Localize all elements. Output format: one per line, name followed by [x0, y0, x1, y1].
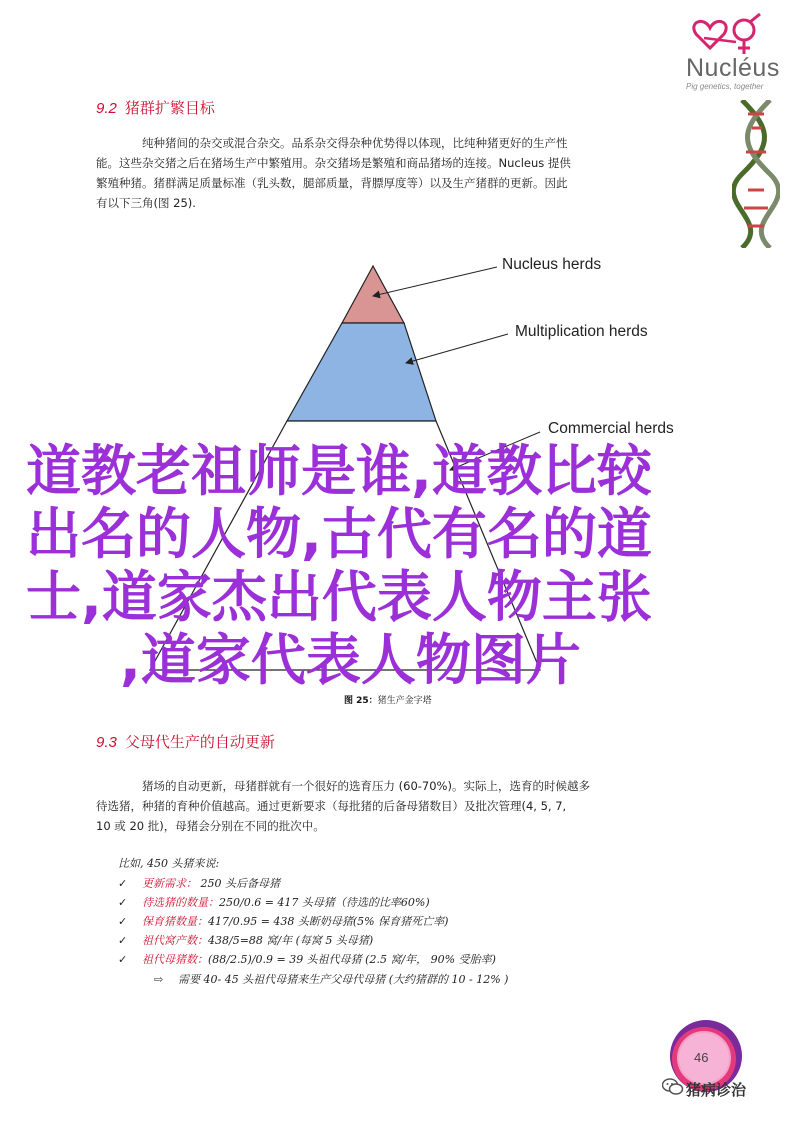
section-9-3-paragraph: [96, 776, 706, 836]
figure-number: 图 25：: [344, 696, 378, 706]
overlay-title-line-3: 士,道家杰出代表人物主张: [26, 565, 652, 629]
example-item: [118, 913, 448, 929]
paragraph-line: 待选猪，种猪的育种价值越高。通过更新要求（每批猪的后备母猪数目）及批次管理(4, 5, 7,: [96, 799, 567, 813]
watermark-text: 猪病诊治: [686, 1081, 747, 1099]
example-conclusion-text: 需要 40- 45 头祖代母猪来生产父母代母猪 (大约猪群的 10 - 12% ): [178, 973, 509, 986]
paragraph-line: 纯种猪间的杂交或混合杂交。品系杂交得杂种优势得以体现，比纯种猪更好的生产性: [142, 136, 568, 150]
label-commercial-herds: Commercial herds: [548, 420, 674, 437]
pyramid-nucleus-tier: [342, 266, 404, 323]
section-9-3-number: 9.3: [96, 734, 117, 751]
figure-caption-text: 猪生产金字塔: [377, 696, 432, 706]
example-item: [118, 894, 430, 910]
example-item: [118, 875, 280, 891]
example-item-value: (88/2.5)/0.9 = 39 头祖代母猪 (2.5 窝/年， 90% 受胎率): [208, 953, 496, 966]
section-9-2-number: 9.2: [96, 100, 117, 117]
example-item: [118, 932, 373, 948]
overlay-title[interactable]: [26, 440, 746, 692]
paragraph-line: 能。这些杂交猪之后在猪场生产中繁殖用。杂交猪场是繁殖和商品猪场的连接。Nucleus 提供: [96, 156, 571, 170]
example-item-label: 祖代窝产数：: [142, 934, 208, 947]
example-item-label: 祖代母猪数：: [142, 953, 208, 966]
example-item-label: 保育猪数量：: [142, 915, 208, 928]
logo-wordmark: Nucléus: [686, 54, 780, 82]
right-arrow-icon: ⇨: [154, 973, 164, 986]
section-9-3-heading: [96, 731, 275, 752]
example-item-value: 417/0.95 = 438 头断奶母猪(5% 保育猪死亡率): [208, 915, 449, 928]
example-intro: 比如, 450 头猪来说:: [118, 857, 220, 870]
paragraph-line: 有以下三角(图 25).: [96, 196, 196, 210]
paragraph-line: 10 或 20 批)，母猪会分别在不同的批次中。: [96, 819, 325, 833]
pyramid-multiplication-tier: [287, 323, 436, 421]
checkmark-icon: ✓: [118, 953, 128, 966]
figure-caption: [344, 693, 432, 706]
overlay-title-line-1: 道教老祖师是谁,道教比较: [26, 439, 652, 503]
nucleus-arrow: [373, 267, 497, 296]
paragraph-line: 猪场的自动更新，母猪群就有一个很好的选育压力 (60-70%)。实际上，选育的时候越多: [142, 779, 590, 793]
logo-tagline: Pig genetics, together: [686, 82, 764, 91]
label-nucleus-herds: Nucleus herds: [502, 256, 602, 273]
checkmark-icon: ✓: [118, 915, 128, 928]
example-item: [118, 951, 496, 967]
section-9-3-title: 父母代生产的自动更新: [124, 734, 275, 751]
example-conclusion: [154, 971, 508, 987]
checkmark-icon: ✓: [118, 896, 128, 909]
label-multiplication-herds: Multiplication herds: [515, 323, 648, 340]
multiplication-arrow: [406, 334, 508, 363]
checkmark-icon: ✓: [118, 877, 128, 890]
example-item-value: 438/5=88 窝/年 (每窝 5 头母猪): [208, 934, 374, 947]
paragraph-line: 繁殖种猪。猪群满足质量标准（乳头数，腿部质量，背膘厚度等）以及生产猪群的更新。因此: [96, 176, 568, 190]
checkmark-icon: ✓: [118, 934, 128, 947]
example-item-label: 待选猪的数量：: [142, 896, 219, 909]
wechat-icon: [662, 1078, 684, 1096]
example-item-value: 250 头后备母猪: [197, 877, 280, 890]
example-item-label: 更新需求：: [142, 877, 197, 890]
overlay-title-line-2: 出名的人物,古代有名的道: [26, 502, 652, 566]
example-item-value: 250/0.6 = 417 头母猪（待选的比率60%): [219, 896, 430, 909]
page-number: 46: [694, 1050, 709, 1065]
overlay-title-line-4: ,道家代表人物图片: [120, 628, 581, 692]
section-9-2-title: 猪群扩繁目标: [124, 100, 215, 117]
